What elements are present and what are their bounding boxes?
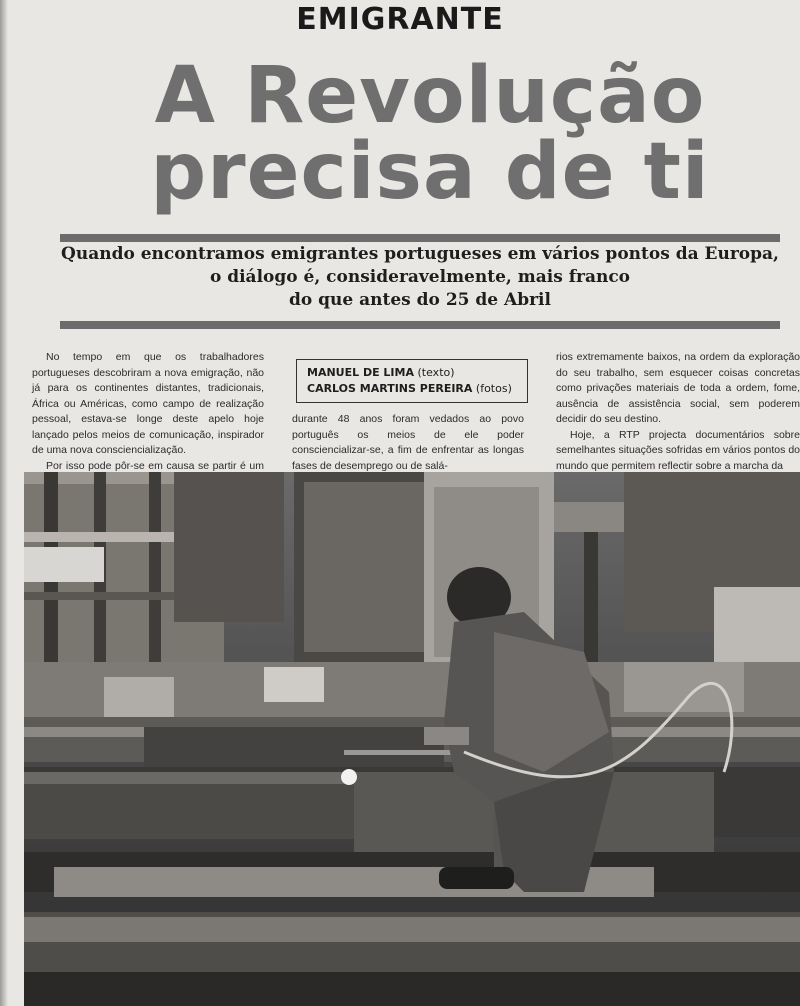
byline-photographer: CARLOS MARTINS PEREIRA (fotos)	[307, 382, 512, 395]
top-rule	[60, 234, 780, 242]
standfirst-line-3: do que antes do 25 de Abril	[289, 290, 551, 310]
column-3	[556, 350, 800, 472]
photo-worker-welding-steel-beams	[24, 472, 800, 1006]
col2-paragraph-1: durante 48 anos foram vedados ao povo português os meios de ele poder consciencializar-se, a fim de enfrentar as longas fases de desemprego ou de salá-	[292, 413, 524, 472]
col1-paragraph-1: No tempo em que os trabalhadores portugueses descobriram a nova emigração, não já para os continentes distantes, tradicionais, África ou Américas, como campo de realização pessoal, estava-se longe deste apelo hoje lançado pelos meios de comunicação, inspirador de uma nova consciencialização.	[32, 351, 264, 456]
byline-author: MANUEL DE LIMA (texto)	[307, 366, 455, 379]
standfirst	[60, 243, 780, 312]
article-photo	[24, 472, 800, 1006]
bottom-rule	[60, 321, 780, 329]
column-2	[292, 412, 524, 472]
col3-paragraph-1: rios extremamente baixos, na ordem da exploração do seu trabalho, sem esquecer coisas concretas como privações materiais de toda a ordem, fome, ausência de assistência social, sem poderem decidir do seu destino.	[556, 351, 800, 425]
page-binding-shadow	[0, 0, 8, 1006]
standfirst-line-2: o diálogo é, consideravelmente, mais franco	[209, 267, 631, 287]
headline	[150, 51, 710, 217]
headline-line-2: precisa de ti	[150, 127, 710, 217]
col3-paragraph-2: Hoje, a RTP projecta documentários sobre semelhantes situações sofridas em vários pontos do mundo que permitem reflectir sobre a marcha da	[556, 428, 800, 472]
column-1	[32, 350, 264, 472]
standfirst-line-1: Quando encontramos emigrantes portugueses em vários pontos da Europa,	[61, 244, 779, 264]
headline-line-1: A Revolução	[154, 51, 706, 141]
section-kicker: EMIGRANTE	[296, 2, 504, 37]
byline-box	[296, 359, 528, 403]
col1-paragraph-2: Por isso pode pôr-se em causa se partir é um	[46, 459, 264, 472]
